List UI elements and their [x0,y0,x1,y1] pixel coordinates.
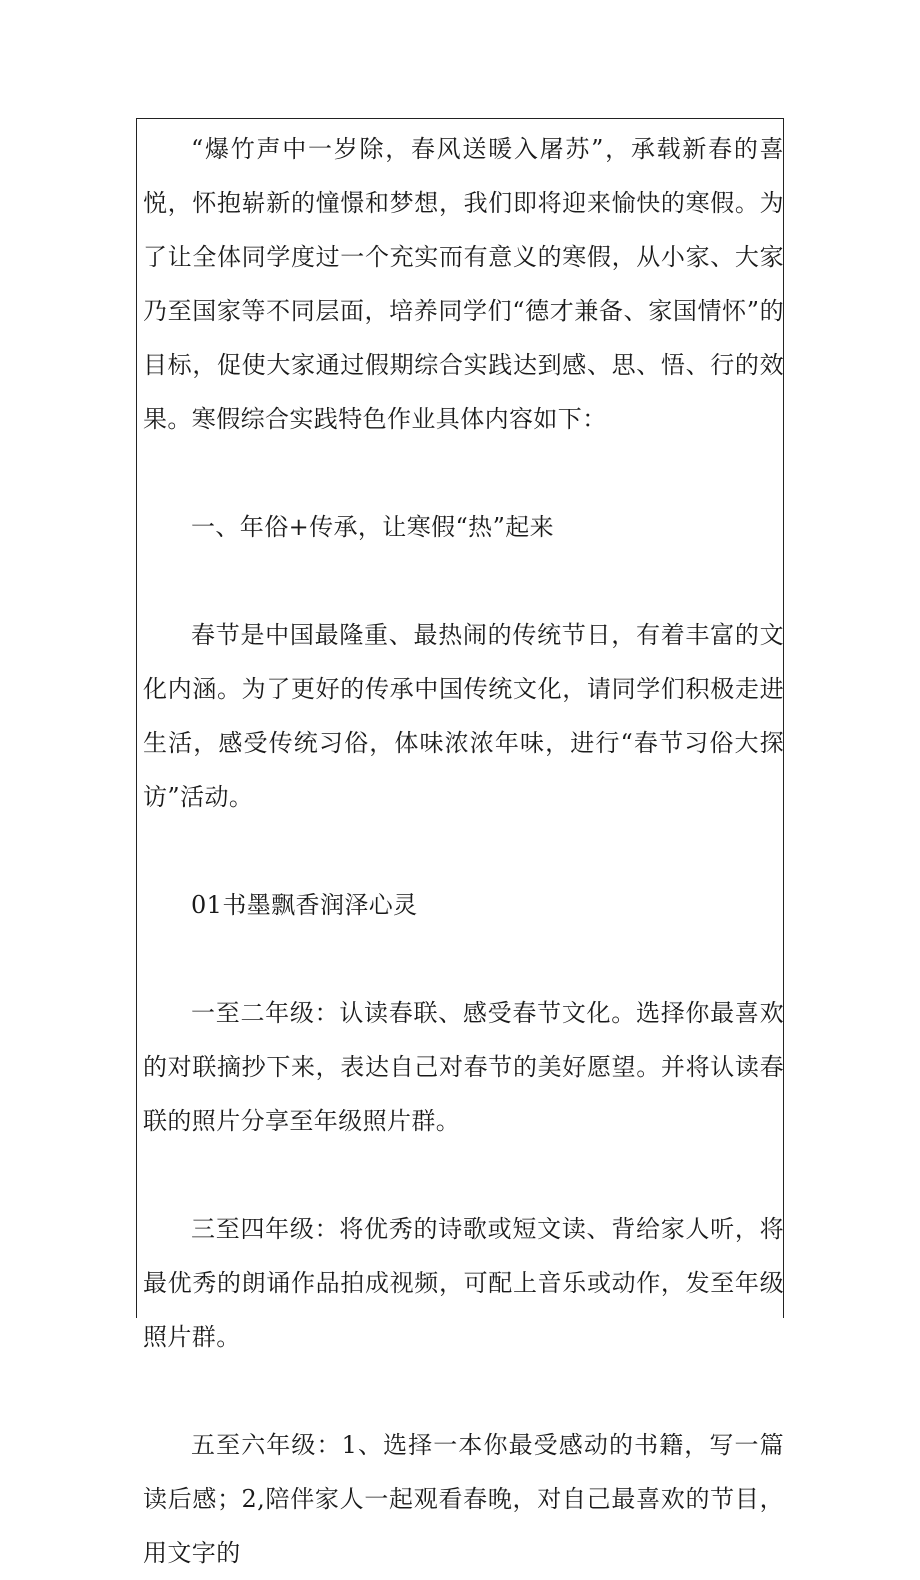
section-body-paragraph: 春节是中国最隆重、最热闹的传统节日，有着丰富的文化内涵。为了更好的传承中国传统文化，请同学们积极走进生活，感受传统习俗，体味浓浓年味，进行“春节习俗大探访”活动。 [143,621,784,811]
grade-3-4-paragraph: 三至四年级：将优秀的诗歌或短文读、背给家人听，将最优秀的朗诵作品拍成视频，可配上音乐或动作，发至年级照片群。 [143,1215,784,1351]
paragraph-spacer [140,1364,784,1418]
subsection-heading: 01书墨飘香润泽心灵 [191,891,418,919]
paragraph-spacer [140,554,784,608]
grade-5-6-paragraph: 五至六年级：1、选择一本你最受感动的书籍，写一篇读后感；2,陪伴家人一起观看春晚，对自己最喜欢的节目，用文字的 [143,1431,784,1567]
paragraph-spacer [140,932,784,986]
grade-1-2-paragraph: 一至二年级：认读春联、感受春节文化。选择你最喜欢的对联摘抄下来，表达自己对春节的美好愿望。并将认读春联的照片分享至年级照片群。 [143,999,784,1135]
document-body [140,122,784,1580]
paragraph-spacer [140,446,784,500]
section-heading: 一、年俗+传承，让寒假“热”起来 [191,513,555,541]
paragraph-spacer [140,824,784,878]
paragraph-spacer [140,1148,784,1202]
intro-paragraph: “爆竹声中一岁除，春风送暖入屠苏”，承载新春的喜悦，怀抱崭新的憧憬和梦想，我们即将迎来愉快的寒假。为了让全体同学度过一个充实而有意义的寒假，从小家、大家乃至国家等不同层面，培养同学们“德才兼备、家国情怀”的目标，促使大家通过假期综合实践达到感、思、悟、行的效果。寒假综合实践特色作业具体内容如下： [143,135,784,433]
